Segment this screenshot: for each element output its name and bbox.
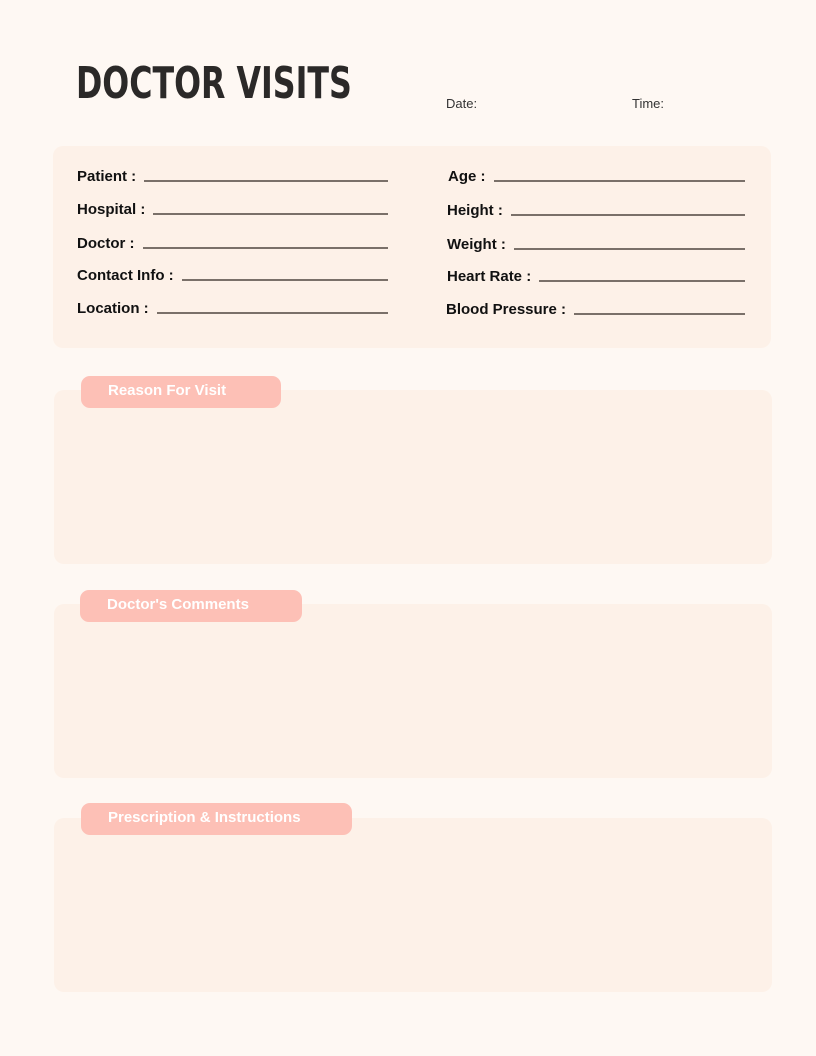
input-line[interactable] [494,180,746,182]
blood-pressure-field[interactable] [446,301,745,318]
heart-rate-field[interactable] [447,268,745,285]
field-label: Hospital : [77,201,146,218]
input-line[interactable] [511,214,745,216]
field-label: Contact Info : [77,267,174,284]
hospital-field[interactable] [77,201,388,218]
age-field[interactable] [448,168,745,185]
reason-for-visit-area[interactable] [54,390,772,564]
input-line[interactable] [157,312,388,314]
input-line[interactable] [182,279,388,281]
prescription-heading: Prescription & Instructions [81,803,352,835]
date-label: Date: [446,96,478,111]
field-label: Location : [77,300,149,317]
field-label: Patient : [77,168,137,185]
doctors-comments-area[interactable] [54,604,772,778]
input-line[interactable] [144,180,388,182]
input-line[interactable] [153,213,388,215]
height-field[interactable] [447,202,745,219]
field-label: Heart Rate : [447,268,532,285]
field-label: Weight : [447,236,506,253]
weight-field[interactable] [447,236,745,253]
reason-for-visit-heading: Reason For Visit [81,376,281,408]
page-title: DOCTOR VISITS [76,58,352,109]
input-line[interactable] [574,313,745,315]
location-field[interactable] [77,300,388,317]
field-label: Height : [447,202,503,219]
doctors-comments-heading: Doctor's Comments [80,590,302,622]
contact-info-field[interactable] [77,267,388,284]
patient-field[interactable] [77,168,388,185]
input-line[interactable] [539,280,745,282]
field-label: Doctor : [77,235,135,252]
input-line[interactable] [514,248,745,250]
time-label: Time: [632,96,665,111]
input-line[interactable] [143,247,389,249]
prescription-area[interactable] [54,818,772,992]
field-label: Blood Pressure : [446,301,567,318]
doctor-field[interactable] [77,235,388,252]
field-label: Age : [448,168,486,185]
